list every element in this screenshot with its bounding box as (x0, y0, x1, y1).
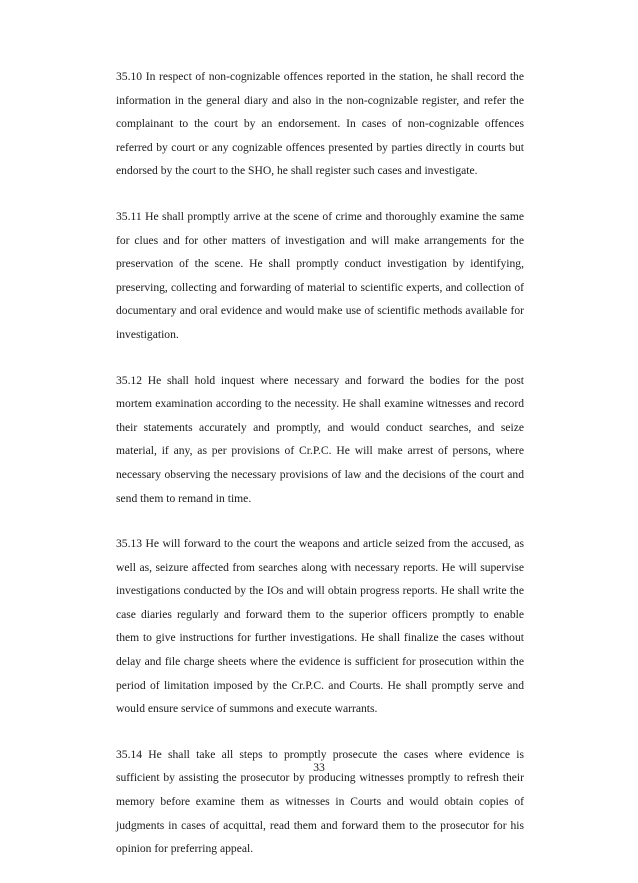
paragraph-35-14: 35.14 He shall take all steps to promptly prosecute the cases where evidence is sufficient by assisting the prosecutor by producing witnesses promptly to refresh their memory before examine them as witnesses in Courts and would obtain copies of judgments in cases of acquittal, read them and forward them to the prosecutor for his opinion for preferring appeal. (116, 747, 524, 856)
paragraph-35-12: 35.12 He shall hold inquest where necessary and forward the bodies for the post mortem examination according to the necessity. He shall examine witnesses and record their statements accurately and promptly, and would conduct searches, and seize material, if any, as per provisions of Cr.P.C. He will make arrest of persons, where necessary observing the necessary provisions of law and the decisions of the court and send them to remand in time. (116, 373, 524, 505)
paragraph-35-10: 35.10 In respect of non-cognizable offences reported in the station, he shall record the information in the general diary and also in the non-cognizable register, and refer the complainant to the court by an endorsement. In cases of non-cognizable offences referred by court or any cognizable offences presented by parties directly in courts but endorsed by the court to the SHO, he shall register such cases and investigate. (116, 70, 524, 178)
paragraph-35-11: 35.11 He shall promptly arrive at the scene of crime and thoroughly examine the same for clues and for other matters of investigation and will make arrangements for the preservation of the scene. He shall promptly conduct investigation by identifying, preserving, collecting and forwarding of material to scientific experts, and collection of documentary and oral evidence and would make use of scientific methods available for investigation. (116, 209, 524, 341)
page-number: 33 (313, 761, 325, 774)
paragraph-35-13: 35.13 He will forward to the court the weapons and article seized from the accused, as well as, seizure affected from searches along with necessary reports. He will supervise investigations conducted by the IOs and will obtain progress reports. He shall write the case diaries regularly and forward them to the superior officers promptly to enable them to give instructions for further investigations. He shall finalize the cases without delay and file charge sheets where the evidence is sufficient for prosecution within the period of limitation imposed by the Cr.P.C. and Courts. He shall promptly serve and would ensure service of summons and execute warrants. (116, 537, 524, 716)
